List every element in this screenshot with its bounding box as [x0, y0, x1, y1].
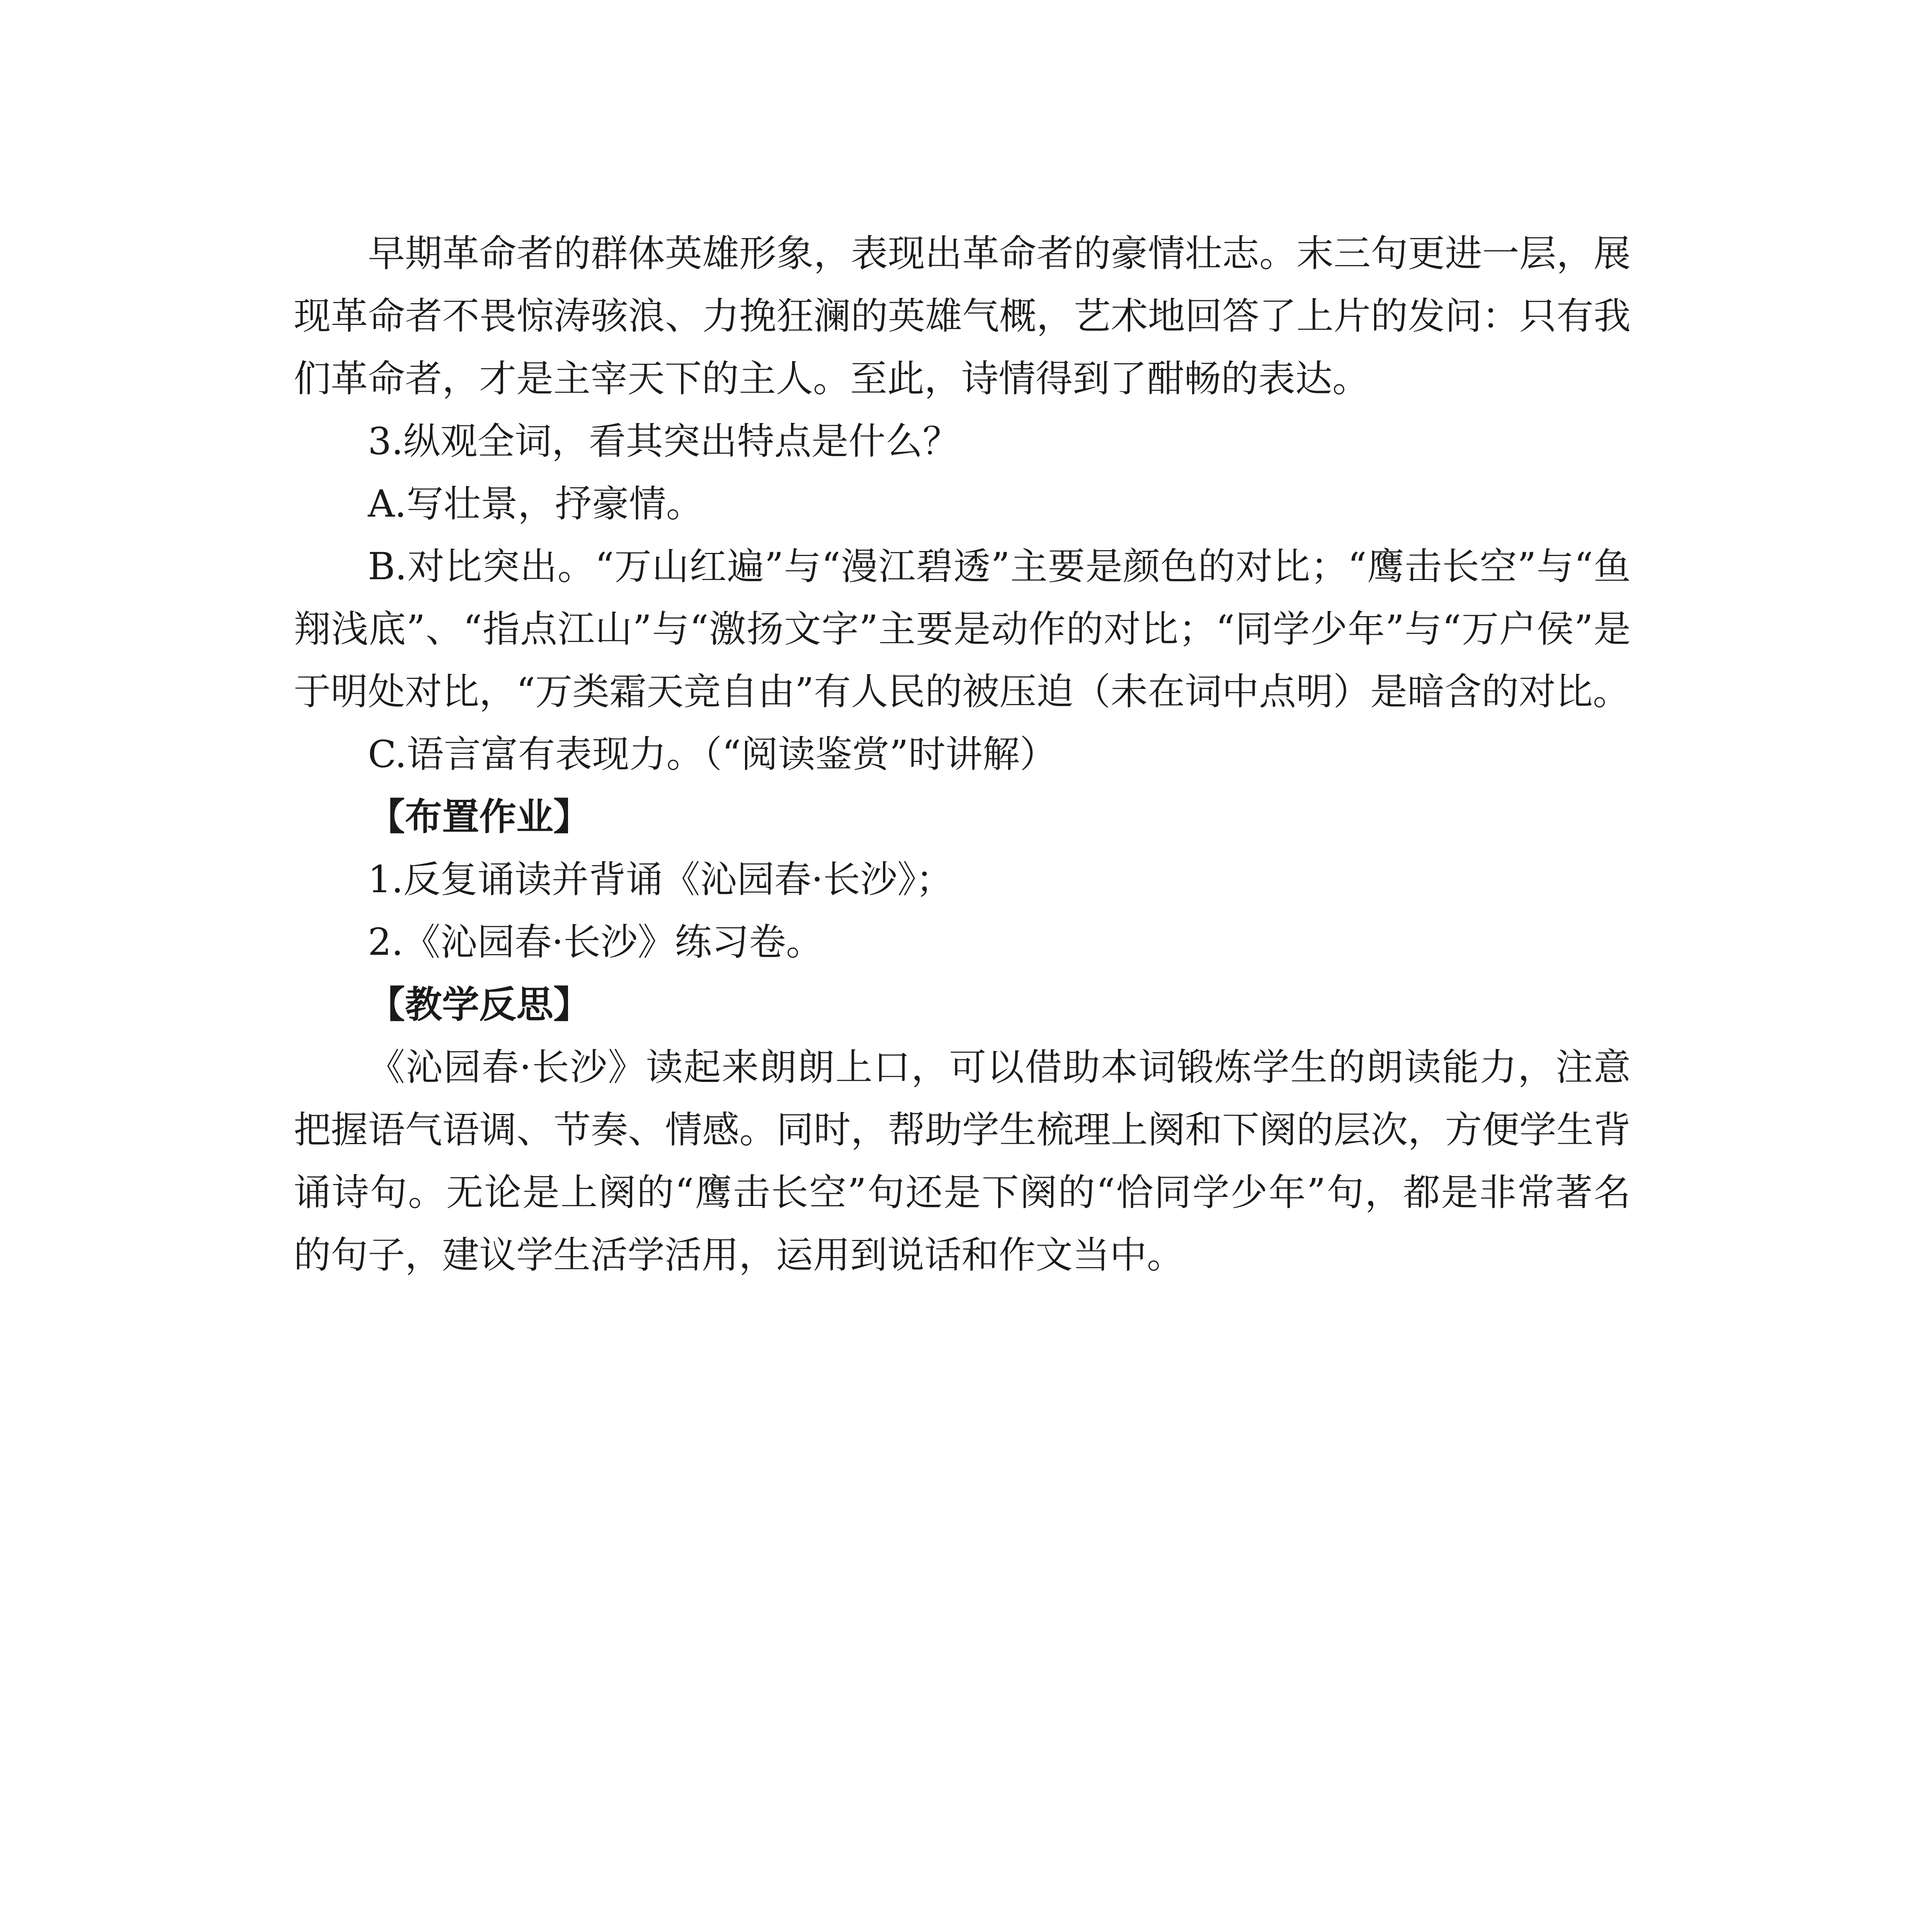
paragraph-continuation: 早期革命者的群体英雄形象，表现出革命者的豪情壮志。末三句更进一层，展现革命者不畏惊涛骇浪、力挽狂澜的英雄气概，艺术地回答了上片的发问：只有我们革命者，才是主宰天下的主人。至此，诗情得到了酣畅的表达。: [294, 232, 1631, 400]
document-body: [294, 222, 1631, 1286]
section-heading-homework: 【布置作业】: [368, 795, 590, 838]
reflection-paragraph: 《沁园春·长沙》读起来朗朗上口，可以借助本词锻炼学生的朗读能力，注意把握语气语调、节奏、情感。同时，帮助学生梳理上阕和下阕的层次，方便学生背诵诗句。无论是上阕的“鹰击长空”句还是下阕的“恰同学少年”句，都是非常著名的句子，建议学生活学活用，运用到说话和作文当中。: [294, 1046, 1631, 1277]
question-3: 3.纵观全词，看其突出特点是什么？: [368, 420, 960, 463]
answer-a: A.写壮景，抒豪情。: [368, 482, 703, 526]
answer-c: C.语言富有表现力。（“阅读鉴赏”时讲解）: [368, 733, 1057, 776]
section-heading-reflection: 【教学反思】: [368, 983, 590, 1026]
homework-item-2: 2.《沁园春·长沙》练习卷。: [368, 920, 823, 964]
homework-item-1: 1.反复诵读并背诵《沁园春·长沙》；: [368, 858, 953, 901]
answer-b: B.对比突出。“万山红遍”与“漫江碧透”主要是颜色的对比；“鹰击长空”与“鱼翔浅底”、“指点江山”与“激扬文字”主要是动作的对比；“同学少年”与“万户侯”是于明处对比，“万类霜天竞自由”有人民的被压迫（未在词中点明）是暗含的对比。: [294, 545, 1631, 713]
